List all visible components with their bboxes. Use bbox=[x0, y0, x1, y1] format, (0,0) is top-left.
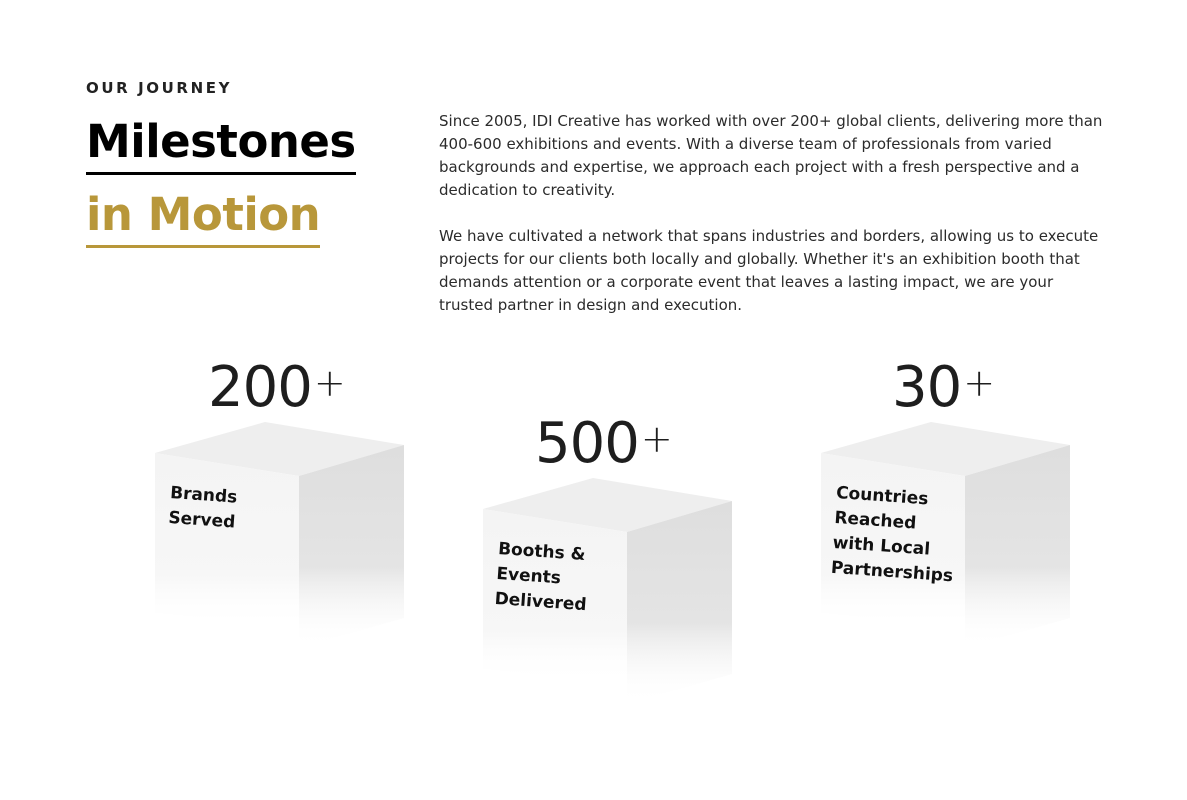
stat-booths-number: 500+ bbox=[535, 411, 672, 476]
stat-booths-label: Booths & Events Delivered bbox=[493, 538, 588, 616]
title-line-2: in Motion bbox=[86, 186, 320, 248]
journey-description bbox=[439, 110, 1109, 340]
description-paragraph-2: We have cultivated a network that spans industries and borders, allowing us to execute projects for our clients both locally and globally. Whether it's an exhibition booth that demands attention or a corporate event that leaves a lasting impact, we are your trusted partner in design and execution. bbox=[439, 227, 1099, 314]
section-eyebrow: OUR JOURNEY bbox=[86, 79, 233, 97]
description-paragraph-1: Since 2005, IDI Creative has worked with over 200+ global clients, delivering more than 400-600 exhibitions and events. With a diverse team of professionals from varied backgrounds and expertise, we approach each project with a fresh perspective and a dedication to creativity. bbox=[439, 112, 1103, 199]
stat-countries-label: Countries Reached with Local Partnerships bbox=[830, 482, 954, 587]
stat-countries-number: 30+ bbox=[892, 355, 995, 420]
section-title bbox=[86, 113, 356, 248]
stat-brands-label: Brands Served bbox=[167, 482, 238, 533]
stat-brands-number: 200+ bbox=[208, 355, 345, 420]
title-line-1: Milestones bbox=[86, 113, 356, 175]
